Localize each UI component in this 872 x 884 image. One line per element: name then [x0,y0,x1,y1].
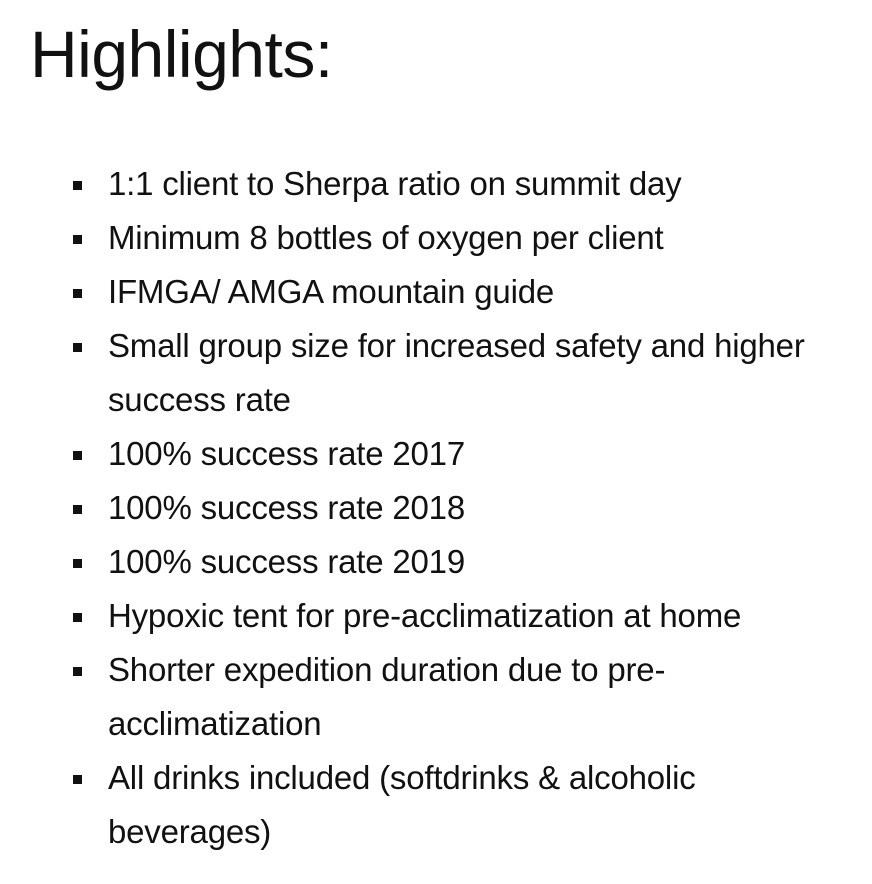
list-item-text: All drinks included (softdrinks & alcoholic beverages) [108,759,696,850]
list-item-text: Shorter expedition duration due to pre-acclimatization [108,651,666,742]
highlights-list [30,157,860,859]
bullet-square-icon [73,613,82,622]
bullet-square-icon [73,343,82,352]
list-item-text: IFMGA/ AMGA mountain guide [108,273,555,310]
list-item [30,589,860,643]
list-item [30,157,860,211]
list-item-text: 100% success rate 2017 [108,435,465,472]
list-item [30,643,860,751]
list-item-text: 100% success rate 2018 [108,489,465,526]
bullet-square-icon [73,181,82,190]
highlights-heading: Highlights: [30,17,333,91]
list-item [30,751,860,859]
list-item [30,211,860,265]
bullet-square-icon [73,775,82,784]
bullet-square-icon [73,505,82,514]
list-item [30,535,860,589]
bullet-square-icon [73,451,82,460]
bullet-square-icon [73,559,82,568]
list-item-text: 100% success rate 2019 [108,543,465,580]
highlights-section [30,0,860,850]
list-item [30,265,860,319]
list-item-text: 1:1 client to Sherpa ratio on summit day [108,165,682,202]
bullet-square-icon [73,667,82,676]
bullet-square-icon [73,289,82,298]
list-item-text: Minimum 8 bottles of oxygen per client [108,219,664,256]
list-item [30,481,860,535]
list-item [30,427,860,481]
list-item-text: Small group size for increased safety and higher success rate [108,327,805,418]
list-item [30,319,860,427]
bullet-square-icon [73,235,82,244]
list-item-text: Hypoxic tent for pre-acclimatization at home [108,597,742,634]
